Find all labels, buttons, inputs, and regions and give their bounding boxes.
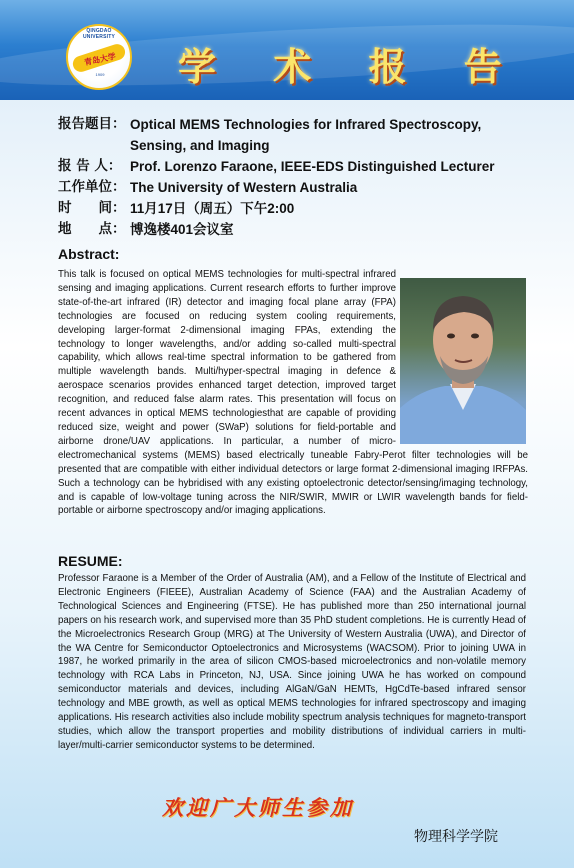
poster-title: 学 术 报 告 <box>178 45 524 89</box>
speaker-photo <box>400 278 526 444</box>
speaker: Prof. Lorenzo Faraone, IEEE-EDS Distinguished Lecturer <box>130 159 495 174</box>
info-label: 报 告 人： <box>58 158 122 174</box>
talk-topic: Optical MEMS Technologies for Infrared Spectroscopy, Sensing, and Imaging <box>130 117 482 153</box>
info-label: 时 间： <box>58 200 126 216</box>
host-school: 物理科学学院 <box>414 829 498 845</box>
resume-heading: RESUME: <box>58 553 123 569</box>
resume-text: Professor Faraone is a Member of the Order of Australia (AM), and a Fellow of the Institute of Electrical and Electronic Engineers (FIEEE), Australian Academy of Science (FAA) and the Australian Academy of Technological Sciences and Engineering (FTSE). He has published more than 250 international journal papers on his research work, and supervised more than 35 PhD student completions. He is currently Head of the Microelectronics Research Group (MRG) at The University of Western Australia (UWA), and Director of the WA Centre for Semiconductor Optoelectronics and Microsystems (WACSOM). Prior to joining UWA in 1987, he worked primarily in the area of silicon CMOS-based microelectronics and non-volatile memory technology with RCA Labs in Princeton, NJ, USA. Since joining UWA he has worked on compound semiconductor materials and devices, including AlGaN/GaN HEMTs, HgCdTe-based infrared sensor technology and MBE growth, as well as optical MEMS technologies for infrared spectroscopy and imaging applications. His research activities also include mobility spectrum analysis techniques for magneto-transport studies, which allow the transport properties and mobility distributions of individual carriers in multi-layer/multi-carrier semiconductor systems to be determined. <box>58 573 526 751</box>
info-row-time <box>58 198 538 219</box>
talk-location: 博逸楼401会议室 <box>130 222 234 237</box>
talk-info <box>58 114 538 240</box>
welcome-slogan: 欢迎广大师生参加 <box>162 795 354 820</box>
info-row-affiliation <box>58 177 538 198</box>
info-label: 地 点： <box>58 221 126 237</box>
info-label: 报告题目： <box>58 116 126 132</box>
university-logo <box>66 24 132 90</box>
affiliation: The University of Western Australia <box>130 180 358 195</box>
logo-ring-text: QINGDAO UNIVERSITY <box>82 28 115 40</box>
header-banner <box>0 0 574 100</box>
info-row-topic <box>58 114 538 156</box>
abstract-heading: Abstract: <box>58 246 120 262</box>
info-label: 工作单位： <box>58 179 126 195</box>
logo-mid-text: 青岛大学 <box>83 50 117 68</box>
speaker-portrait <box>400 278 526 444</box>
logo-year: 1909 <box>95 72 105 77</box>
info-row-location <box>58 219 538 240</box>
info-row-speaker <box>58 156 538 177</box>
abstract-text: This talk is focused on optical MEMS technologies for multi-spectral infrared sensing and imaging applications. Current research efforts to further improve state-of-the-art infrared (IR) detector and imaging focal plane array (FPA) technologies are focused on reducing system cooling requirements, developing larger-format 2-dimensional imaging FPAs, extending the technology to longer wavelengths, and/or adding so-called multi-spectral capability, which allows real-time spectral information to be gathered from multiple wavelength bands. Multi/hyper-spectral imaging in defence & aerospace scenarios provides enhanced target detection, improved target recognition, and reduced false alarm rates. This presentation will focus on recent advances in optical MEMS technologiesthat are capable of providing reduced size, weight and power (SWaP) solutions for field-portable and airborne drone/UAV applications. In particular, a number of micro-electromechanical systems (MEMS) based electrically tuneable Fabry-Perot filter technologies will be presented that are compatible with either individual detectors or large format 2-dimensional imaging IRFPAs. Such a technology can be hybridised with any existing optoelectronic detector/sensing/imaging technology, and is capable of low-voltage tuning across the NIR/SWIR, MWIR or LWIR wavelength bands for field-portable or airborne spectroscopy and/or imaging applications. <box>58 269 528 517</box>
talk-time: 11月17日（周五）下午2:00 <box>130 201 295 216</box>
